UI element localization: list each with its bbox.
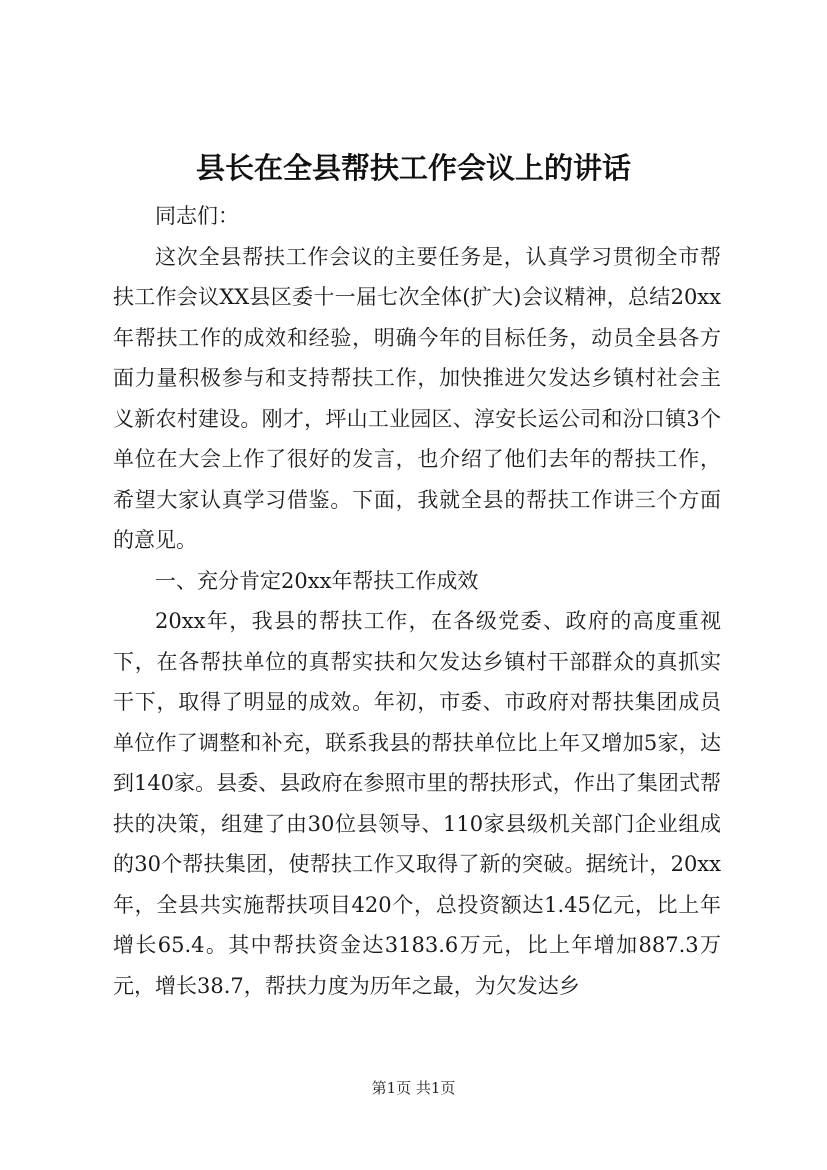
section-heading: 一、充分肯定20xx年帮扶工作成效 <box>155 568 479 593</box>
paragraph-achievements: 20xx年，我县的帮扶工作，在各级党委、政府的高度重视下，在各帮扶单位的真帮实扶和欠发达乡镇村干部群众的真抓实干下，取得了明显的成效。年初，市委、市政府对帮扶集团成员单位作了调整和补充，联系我县的帮扶单位比上年又增加5家，达到140家。县委、县政府在参照市里的帮扶形式，作出了集团式帮扶的决策，组建了由30位县领导、110家县级机关部门企业组成的30个帮扶集团，使帮扶工作又取得了新的突破。据统计，20xx年，全县共实施帮扶项目420个，总投资额达1.45亿元，比上年增长65.4。其中帮扶资金达3183.6万元，比上年增加887.3万元，增长38.7，帮扶力度为历年之最，为欠发达乡 <box>113 609 721 998</box>
salutation: 同志们： <box>155 204 239 228</box>
document-title: 县长在全县帮扶工作会议上的讲话 <box>195 151 631 185</box>
document-body <box>113 196 721 1006</box>
paragraph-intro: 这次全县帮扶工作会议的主要任务是，认真学习贯彻全市帮扶工作会议XX县区委十一届七次全体(扩大)会议精神，总结20xx年帮扶工作的成效和经验，明确今年的目标任务，动员全县各方面力量积极参与和支持帮扶工作，加快推进欠发达乡镇村社会主义新农村建设。刚才，坪山工业园区、淳安长运公司和汾口镇3个单位在大会上作了很好的发言，也介绍了他们去年的帮扶工作，希望大家认真学习借鉴。下面，我就全县的帮扶工作讲三个方面的意见。 <box>113 244 721 552</box>
page-footer: 第1页 共1页 <box>371 1079 456 1097</box>
